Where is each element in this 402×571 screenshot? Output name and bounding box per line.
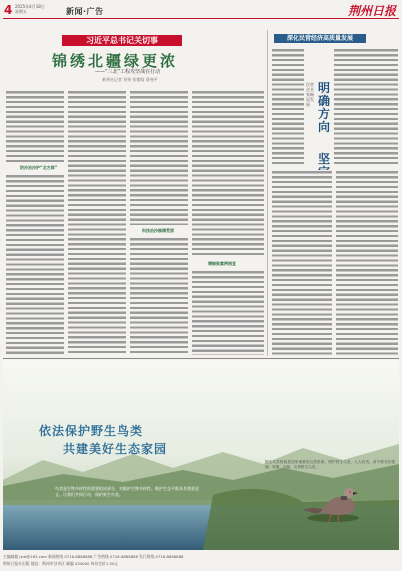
main-subhead: ——“三北”工程攻坚战在行动 <box>95 69 161 75</box>
byline: 新华社记者 刘伟 张紫晗 薛尧平 <box>102 77 158 82</box>
section-heading-2: 科技治沙绿满荒原 <box>142 228 174 233</box>
wildlife-ad <box>3 360 399 550</box>
section-heading-1: 防沙治沙护“北方屏” <box>20 165 58 170</box>
footer-line-1: 主编邮箱 jzrb@163.com 新闻热线 0716-8888888 广告热线 0716-8888888 发行热线 0716-8888888 <box>3 554 184 559</box>
text-block <box>130 237 188 355</box>
side-title-bottom: 坚 <box>318 152 331 166</box>
article-column-1 <box>6 90 64 355</box>
ad-divider <box>3 358 399 359</box>
footer-line-2: 荆州日报社出版 地址：荆州市沙市区 邮编 434000 每份定价1.50元 <box>3 561 119 566</box>
side-text-top-left <box>272 48 304 166</box>
header-rule <box>3 18 399 19</box>
side-subtitle: 民营企业家畅谈发展 <box>306 82 314 107</box>
masthead-logo: 荆州日报 <box>347 4 396 18</box>
side-text-bottom-left <box>272 170 332 356</box>
article-column-3 <box>130 90 188 355</box>
page-number: 4 <box>4 3 13 17</box>
ad-side-text: 野生鸟类资源是国家重要的自然资源，保护野生鸟类，人人有责。请不要非法猎捕、收购、运输、出售野生鸟类。 <box>265 460 395 469</box>
date-text: 2025年4月18日 <box>15 4 45 9</box>
weekday-text: 星期五 <box>15 9 27 14</box>
article-column-2 <box>68 90 126 355</box>
text-block <box>192 270 264 355</box>
issue-date <box>15 4 45 14</box>
ad-title-line-1: 依法保护野生鸟类 <box>39 424 144 438</box>
text-block <box>68 90 126 355</box>
article-column-4 <box>192 90 264 355</box>
main-headline: 锦绣北疆绿更浓 <box>52 52 179 70</box>
text-block <box>6 174 64 354</box>
side-banner: 深化民营经济高质量发展 <box>274 34 366 43</box>
side-text-bottom-right <box>336 170 398 356</box>
section-title: 新闻·广告 <box>66 7 104 16</box>
column-divider <box>267 30 268 356</box>
side-text-top-right <box>334 48 398 166</box>
text-block <box>192 90 264 258</box>
side-title-top: 明确方向 <box>318 81 331 134</box>
text-block <box>130 90 188 225</box>
ad-body-text: 鸟类是生物多样性的重要组成部分，对维护生物多样性、维护生态平衡具有重要意义。让我们共同行动，保护野生鸟类。 <box>55 486 199 497</box>
ad-title-line-2: 共建美好生态家园 <box>63 442 168 456</box>
page-footer <box>3 553 399 567</box>
section-heading-3: 增绿致富两相宜 <box>208 261 236 266</box>
story-banner: 习近平总书记关切事 <box>62 35 182 46</box>
text-block <box>6 90 64 162</box>
